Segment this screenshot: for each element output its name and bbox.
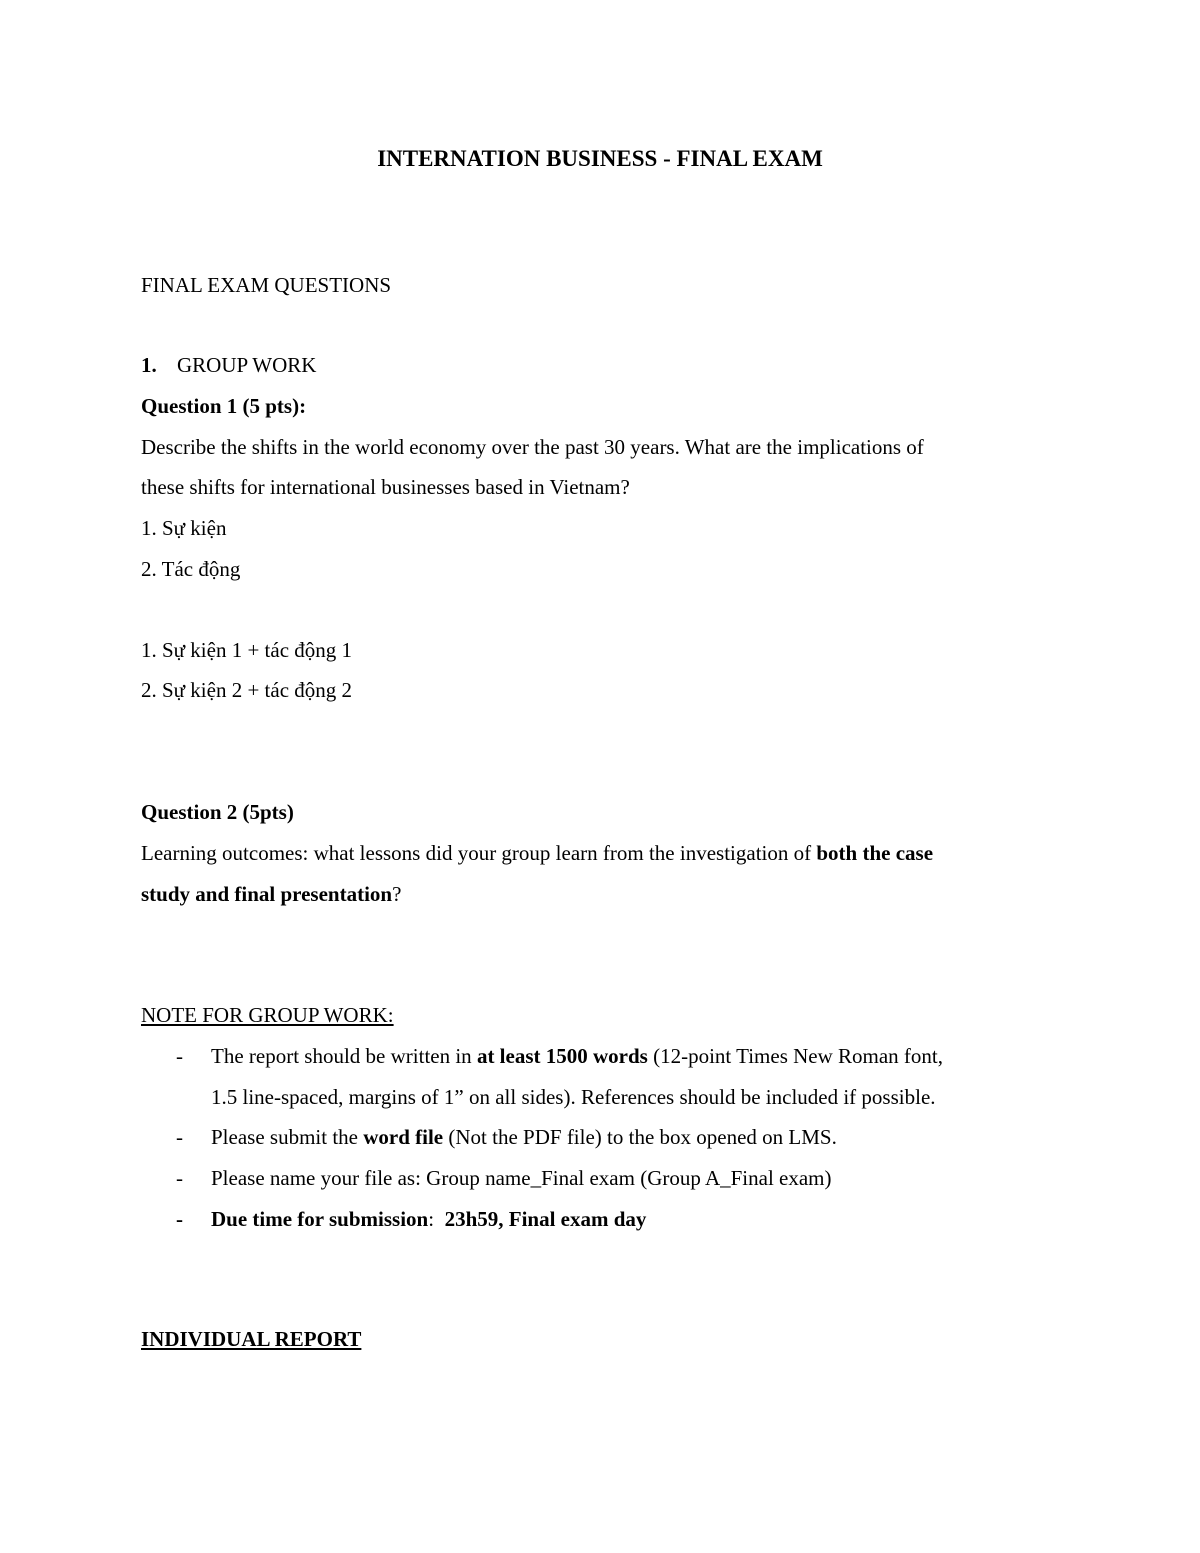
note-b4-bold2: 23h59, Final exam day	[444, 1207, 647, 1231]
section-heading: FINAL EXAM QUESTIONS	[141, 273, 392, 297]
note-b4-colon: :	[428, 1207, 435, 1231]
document-title: INTERNATION BUSINESS - FINAL EXAM	[377, 146, 823, 171]
question1-list-b-item2: 2. Sự kiện 2 + tác động 2	[141, 678, 353, 702]
group-work-heading	[141, 355, 316, 376]
question2-text-bold2: study and final presentation	[141, 882, 393, 906]
group-work-number: 1.	[141, 353, 157, 377]
bullet-marker: -	[176, 1044, 183, 1068]
note-bullet-4-text	[211, 1209, 646, 1230]
question2-text-line1	[141, 843, 933, 864]
note-b4-bold1: Due time for submission	[211, 1207, 429, 1231]
bullet-marker: -	[176, 1125, 183, 1149]
note-b2-part2: (Not the PDF file) to the box opened on LMS.	[443, 1125, 837, 1149]
question2-text-part1: Learning outcomes: what lessons did your group learn from the investigation of	[141, 841, 817, 865]
question1-list-b-item1: 1. Sự kiện 1 + tác động 1	[141, 638, 353, 662]
note-bullet-1-text	[211, 1046, 943, 1067]
question1-list-a-item2: 2. Tác động	[141, 557, 241, 581]
group-work-label: GROUP WORK	[177, 353, 317, 377]
note-bullet-1-line2: 1.5 line-spaced, margins of 1” on all sides). References should be included if possible.	[211, 1085, 936, 1109]
individual-report-heading: INDIVIDUAL REPORT	[141, 1327, 362, 1351]
note-b2-bold: word file	[363, 1125, 444, 1149]
question1-list-a-item1: 1. Sự kiện	[141, 516, 227, 540]
question2-text-bold1: both the case	[816, 841, 934, 865]
bullet-marker: -	[176, 1166, 183, 1190]
note-heading: NOTE FOR GROUP WORK:	[141, 1003, 394, 1027]
question1-text-line2: these shifts for international businesses based in Vietnam?	[141, 475, 630, 499]
question1-text-line1: Describe the shifts in the world economy over the past 30 years. What are the implications of	[141, 435, 924, 459]
note-b2-part1: Please submit the	[211, 1125, 364, 1149]
question2-text-end: ?	[392, 882, 402, 906]
note-b1-part1: The report should be written in	[211, 1044, 477, 1068]
note-bullet-2-text	[211, 1127, 837, 1148]
question2-text-line2	[141, 884, 401, 905]
note-b1-bold: at least 1500 words	[476, 1044, 648, 1068]
note-bullet-3-text: Please name your file as: Group name_Final exam (Group A_Final exam)	[211, 1166, 832, 1190]
note-b1-part2: (12-point Times New Roman font,	[647, 1044, 944, 1068]
question1-heading: Question 1 (5 pts):	[141, 394, 307, 418]
bullet-marker: -	[176, 1207, 183, 1231]
question2-heading: Question 2 (5pts)	[141, 800, 294, 824]
